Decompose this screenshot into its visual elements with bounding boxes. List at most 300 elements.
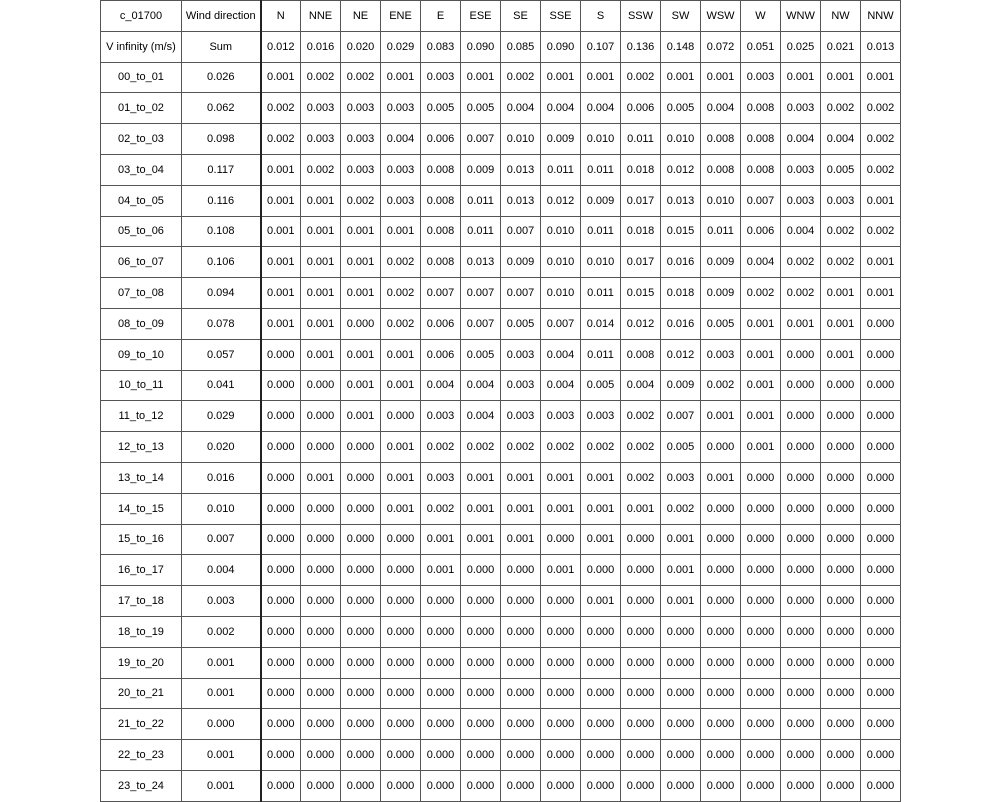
table-cell: 0.000 bbox=[701, 770, 741, 801]
row-sum-cell: 0.116 bbox=[182, 185, 261, 216]
table-cell: 0.000 bbox=[381, 401, 421, 432]
table-cell: 0.003 bbox=[341, 154, 381, 185]
table-cell: 0.004 bbox=[541, 339, 581, 370]
direction-header-cell: ESE bbox=[461, 1, 501, 32]
direction-sum-cell: 0.085 bbox=[501, 31, 541, 62]
table-row bbox=[101, 586, 901, 617]
table-cell: 0.001 bbox=[501, 493, 541, 524]
direction-header-cell: NNE bbox=[301, 1, 341, 32]
table-cell: 0.004 bbox=[741, 247, 781, 278]
table-cell: 0.001 bbox=[381, 216, 421, 247]
table-cell: 0.006 bbox=[621, 93, 661, 124]
table-cell: 0.008 bbox=[421, 154, 461, 185]
direction-header-cell: NE bbox=[341, 1, 381, 32]
table-cell: 0.000 bbox=[381, 524, 421, 555]
speed-bin-label: 13_to_14 bbox=[101, 462, 182, 493]
table-cell: 0.001 bbox=[341, 401, 381, 432]
direction-header-cell: SSE bbox=[541, 1, 581, 32]
table-cell: 0.006 bbox=[741, 216, 781, 247]
speed-header-label: V infinity (m/s) bbox=[101, 31, 182, 62]
speed-bin-label: 11_to_12 bbox=[101, 401, 182, 432]
direction-sum-cell: 0.016 bbox=[301, 31, 341, 62]
table-cell: 0.001 bbox=[781, 308, 821, 339]
table-cell: 0.011 bbox=[581, 216, 621, 247]
table-cell: 0.004 bbox=[461, 401, 501, 432]
table-cell: 0.001 bbox=[581, 493, 621, 524]
direction-sum-cell: 0.025 bbox=[781, 31, 821, 62]
speed-bin-label: 00_to_01 bbox=[101, 62, 182, 93]
table-cell: 0.000 bbox=[581, 678, 621, 709]
table-cell: 0.000 bbox=[261, 586, 301, 617]
table-cell: 0.000 bbox=[781, 740, 821, 771]
table-cell: 0.000 bbox=[501, 678, 541, 709]
table-cell: 0.001 bbox=[661, 586, 701, 617]
table-cell: 0.000 bbox=[741, 647, 781, 678]
table-cell: 0.002 bbox=[381, 308, 421, 339]
table-cell: 0.002 bbox=[821, 247, 861, 278]
table-row bbox=[101, 616, 901, 647]
table-cell: 0.001 bbox=[301, 216, 341, 247]
table-cell: 0.008 bbox=[701, 154, 741, 185]
table-cell: 0.000 bbox=[541, 616, 581, 647]
table-cell: 0.011 bbox=[621, 124, 661, 155]
table-cell: 0.000 bbox=[501, 586, 541, 617]
table-cell: 0.000 bbox=[381, 678, 421, 709]
table-cell: 0.000 bbox=[781, 586, 821, 617]
table-cell: 0.001 bbox=[261, 154, 301, 185]
speed-bin-label: 05_to_06 bbox=[101, 216, 182, 247]
table-cell: 0.007 bbox=[461, 308, 501, 339]
row-sum-cell: 0.041 bbox=[182, 370, 261, 401]
direction-header-cell: E bbox=[421, 1, 461, 32]
table-cell: 0.002 bbox=[781, 247, 821, 278]
row-sum-cell: 0.098 bbox=[182, 124, 261, 155]
table-cell: 0.000 bbox=[341, 462, 381, 493]
table-cell: 0.018 bbox=[621, 216, 661, 247]
direction-sum-cell: 0.029 bbox=[381, 31, 421, 62]
speed-bin-label: 23_to_24 bbox=[101, 770, 182, 801]
table-cell: 0.000 bbox=[861, 462, 901, 493]
table-cell: 0.000 bbox=[861, 586, 901, 617]
table-cell: 0.011 bbox=[581, 154, 621, 185]
table-cell: 0.008 bbox=[741, 124, 781, 155]
table-cell: 0.004 bbox=[781, 124, 821, 155]
table-cell: 0.001 bbox=[261, 62, 301, 93]
table-cell: 0.002 bbox=[381, 278, 421, 309]
table-cell: 0.001 bbox=[261, 278, 301, 309]
table-cell: 0.000 bbox=[821, 462, 861, 493]
table-cell: 0.001 bbox=[581, 586, 621, 617]
table-cell: 0.003 bbox=[501, 339, 541, 370]
table-cell: 0.000 bbox=[661, 678, 701, 709]
table-cell: 0.008 bbox=[701, 124, 741, 155]
table-cell: 0.001 bbox=[741, 308, 781, 339]
sum-label: Sum bbox=[182, 31, 261, 62]
table-cell: 0.002 bbox=[301, 154, 341, 185]
table-cell: 0.000 bbox=[501, 770, 541, 801]
table-cell: 0.005 bbox=[661, 93, 701, 124]
table-cell: 0.001 bbox=[661, 62, 701, 93]
row-sum-cell: 0.029 bbox=[182, 401, 261, 432]
table-cell: 0.010 bbox=[541, 247, 581, 278]
table-cell: 0.003 bbox=[781, 93, 821, 124]
table-row bbox=[101, 740, 901, 771]
table-cell: 0.000 bbox=[701, 432, 741, 463]
table-cell: 0.001 bbox=[701, 401, 741, 432]
table-cell: 0.000 bbox=[341, 432, 381, 463]
table-cell: 0.002 bbox=[781, 278, 821, 309]
row-sum-cell: 0.078 bbox=[182, 308, 261, 339]
table-cell: 0.005 bbox=[581, 370, 621, 401]
direction-header-cell: SW bbox=[661, 1, 701, 32]
table-cell: 0.000 bbox=[381, 740, 421, 771]
direction-sum-cell: 0.013 bbox=[861, 31, 901, 62]
table-cell: 0.003 bbox=[821, 185, 861, 216]
table-cell: 0.001 bbox=[741, 339, 781, 370]
table-cell: 0.006 bbox=[421, 124, 461, 155]
table-cell: 0.000 bbox=[621, 586, 661, 617]
table-cell: 0.000 bbox=[421, 709, 461, 740]
table-cell: 0.001 bbox=[541, 62, 581, 93]
table-cell: 0.000 bbox=[861, 370, 901, 401]
table-cell: 0.006 bbox=[421, 339, 461, 370]
table-row bbox=[101, 154, 901, 185]
speed-bin-label: 12_to_13 bbox=[101, 432, 182, 463]
table-cell: 0.000 bbox=[261, 493, 301, 524]
table-cell: 0.004 bbox=[581, 93, 621, 124]
table-cell: 0.000 bbox=[541, 586, 581, 617]
table-cell: 0.000 bbox=[421, 770, 461, 801]
table-cell: 0.003 bbox=[341, 93, 381, 124]
table-cell: 0.000 bbox=[541, 647, 581, 678]
table-cell: 0.007 bbox=[741, 185, 781, 216]
table-cell: 0.002 bbox=[741, 278, 781, 309]
table-cell: 0.002 bbox=[861, 154, 901, 185]
speed-bin-label: 18_to_19 bbox=[101, 616, 182, 647]
speed-bin-label: 07_to_08 bbox=[101, 278, 182, 309]
table-cell: 0.000 bbox=[781, 370, 821, 401]
table-cell: 0.013 bbox=[461, 247, 501, 278]
table-cell: 0.000 bbox=[341, 555, 381, 586]
table-cell: 0.000 bbox=[861, 339, 901, 370]
table-cell: 0.001 bbox=[261, 216, 301, 247]
table-cell: 0.000 bbox=[701, 740, 741, 771]
corner-label: c_01700 bbox=[101, 1, 182, 32]
table-cell: 0.018 bbox=[661, 278, 701, 309]
table-cell: 0.003 bbox=[341, 124, 381, 155]
direction-header-cell: ENE bbox=[381, 1, 421, 32]
table-cell: 0.000 bbox=[701, 678, 741, 709]
table-cell: 0.000 bbox=[701, 709, 741, 740]
table-cell: 0.003 bbox=[781, 154, 821, 185]
table-cell: 0.007 bbox=[461, 278, 501, 309]
table-cell: 0.000 bbox=[461, 740, 501, 771]
table-cell: 0.008 bbox=[421, 185, 461, 216]
table-cell: 0.002 bbox=[501, 62, 541, 93]
table-cell: 0.001 bbox=[701, 462, 741, 493]
table-cell: 0.000 bbox=[261, 709, 301, 740]
direction-sum-cell: 0.136 bbox=[621, 31, 661, 62]
table-cell: 0.001 bbox=[741, 401, 781, 432]
table-cell: 0.000 bbox=[741, 616, 781, 647]
table-cell: 0.000 bbox=[301, 370, 341, 401]
table-cell: 0.000 bbox=[301, 432, 341, 463]
table-cell: 0.011 bbox=[541, 154, 581, 185]
table-cell: 0.000 bbox=[661, 770, 701, 801]
row-sum-cell: 0.016 bbox=[182, 462, 261, 493]
table-cell: 0.002 bbox=[421, 432, 461, 463]
direction-sum-cell: 0.072 bbox=[701, 31, 741, 62]
table-cell: 0.002 bbox=[421, 493, 461, 524]
table-cell: 0.002 bbox=[861, 216, 901, 247]
table-cell: 0.010 bbox=[541, 278, 581, 309]
table-cell: 0.004 bbox=[421, 370, 461, 401]
table-cell: 0.000 bbox=[861, 678, 901, 709]
table-cell: 0.012 bbox=[621, 308, 661, 339]
table-cell: 0.002 bbox=[501, 432, 541, 463]
table-row bbox=[101, 93, 901, 124]
table-cell: 0.009 bbox=[661, 370, 701, 401]
table-cell: 0.000 bbox=[781, 616, 821, 647]
table-row bbox=[101, 678, 901, 709]
table-cell: 0.000 bbox=[781, 524, 821, 555]
table-cell: 0.000 bbox=[301, 647, 341, 678]
table-cell: 0.005 bbox=[661, 432, 701, 463]
table-cell: 0.000 bbox=[261, 370, 301, 401]
table-cell: 0.001 bbox=[301, 308, 341, 339]
speed-bin-label: 04_to_05 bbox=[101, 185, 182, 216]
table-cell: 0.000 bbox=[301, 524, 341, 555]
direction-header-cell: NNW bbox=[861, 1, 901, 32]
table-row bbox=[101, 493, 901, 524]
table-cell: 0.001 bbox=[301, 339, 341, 370]
table-cell: 0.000 bbox=[821, 647, 861, 678]
table-cell: 0.000 bbox=[741, 709, 781, 740]
table-cell: 0.001 bbox=[381, 432, 421, 463]
table-cell: 0.001 bbox=[461, 493, 501, 524]
table-cell: 0.000 bbox=[261, 616, 301, 647]
table-cell: 0.001 bbox=[541, 493, 581, 524]
table-cell: 0.000 bbox=[341, 678, 381, 709]
table-cell: 0.005 bbox=[701, 308, 741, 339]
table-cell: 0.002 bbox=[661, 493, 701, 524]
table-cell: 0.001 bbox=[621, 493, 661, 524]
table-cell: 0.000 bbox=[701, 493, 741, 524]
table-cell: 0.001 bbox=[541, 555, 581, 586]
table-cell: 0.000 bbox=[421, 740, 461, 771]
table-cell: 0.000 bbox=[461, 770, 501, 801]
table-cell: 0.000 bbox=[781, 432, 821, 463]
table-cell: 0.000 bbox=[581, 555, 621, 586]
direction-sum-cell: 0.090 bbox=[541, 31, 581, 62]
table-cell: 0.002 bbox=[261, 93, 301, 124]
table-cell: 0.009 bbox=[541, 124, 581, 155]
table-cell: 0.002 bbox=[821, 93, 861, 124]
table-cell: 0.005 bbox=[461, 93, 501, 124]
table-cell: 0.000 bbox=[501, 709, 541, 740]
table-cell: 0.010 bbox=[581, 124, 621, 155]
table-cell: 0.002 bbox=[301, 62, 341, 93]
table-cell: 0.000 bbox=[781, 493, 821, 524]
table-cell: 0.018 bbox=[621, 154, 661, 185]
table-cell: 0.003 bbox=[661, 462, 701, 493]
table-cell: 0.000 bbox=[261, 524, 301, 555]
table-cell: 0.016 bbox=[661, 308, 701, 339]
table-cell: 0.001 bbox=[541, 462, 581, 493]
table-cell: 0.001 bbox=[741, 370, 781, 401]
direction-header-cell: NW bbox=[821, 1, 861, 32]
table-cell: 0.000 bbox=[461, 586, 501, 617]
direction-header-cell: S bbox=[581, 1, 621, 32]
table-cell: 0.000 bbox=[461, 709, 501, 740]
table-cell: 0.000 bbox=[541, 678, 581, 709]
table-cell: 0.000 bbox=[781, 647, 821, 678]
table-cell: 0.000 bbox=[421, 647, 461, 678]
table-row bbox=[101, 770, 901, 801]
table-cell: 0.003 bbox=[701, 339, 741, 370]
table-cell: 0.000 bbox=[821, 709, 861, 740]
table-cell: 0.001 bbox=[821, 278, 861, 309]
table-cell: 0.001 bbox=[661, 524, 701, 555]
table-row bbox=[101, 124, 901, 155]
table-cell: 0.000 bbox=[861, 308, 901, 339]
table-row bbox=[101, 278, 901, 309]
table-cell: 0.000 bbox=[581, 770, 621, 801]
row-sum-cell: 0.007 bbox=[182, 524, 261, 555]
table-cell: 0.000 bbox=[821, 586, 861, 617]
table-cell: 0.000 bbox=[261, 462, 301, 493]
table-cell: 0.000 bbox=[261, 740, 301, 771]
table-cell: 0.002 bbox=[541, 432, 581, 463]
table-cell: 0.001 bbox=[581, 524, 621, 555]
table-cell: 0.010 bbox=[661, 124, 701, 155]
table-cell: 0.007 bbox=[501, 216, 541, 247]
table-cell: 0.000 bbox=[341, 616, 381, 647]
table-cell: 0.007 bbox=[421, 278, 461, 309]
table-cell: 0.001 bbox=[261, 308, 301, 339]
speed-bin-label: 06_to_07 bbox=[101, 247, 182, 278]
table-cell: 0.000 bbox=[301, 616, 341, 647]
table-cell: 0.007 bbox=[461, 124, 501, 155]
table-cell: 0.004 bbox=[621, 370, 661, 401]
table-cell: 0.000 bbox=[301, 709, 341, 740]
table-cell: 0.001 bbox=[421, 555, 461, 586]
table-cell: 0.000 bbox=[741, 586, 781, 617]
table-cell: 0.000 bbox=[781, 678, 821, 709]
table-cell: 0.001 bbox=[301, 278, 341, 309]
table-cell: 0.002 bbox=[861, 93, 901, 124]
table-cell: 0.008 bbox=[741, 93, 781, 124]
table-cell: 0.000 bbox=[501, 647, 541, 678]
table-cell: 0.004 bbox=[701, 93, 741, 124]
table-cell: 0.000 bbox=[581, 647, 621, 678]
table-cell: 0.000 bbox=[381, 616, 421, 647]
table-cell: 0.000 bbox=[821, 432, 861, 463]
table-cell: 0.001 bbox=[341, 339, 381, 370]
table-cell: 0.000 bbox=[701, 524, 741, 555]
speed-bin-label: 21_to_22 bbox=[101, 709, 182, 740]
table-cell: 0.003 bbox=[501, 370, 541, 401]
table-cell: 0.001 bbox=[861, 278, 901, 309]
table-cell: 0.000 bbox=[701, 586, 741, 617]
direction-header-cell: N bbox=[261, 1, 301, 32]
table-cell: 0.001 bbox=[301, 247, 341, 278]
table-cell: 0.000 bbox=[541, 709, 581, 740]
table-cell: 0.001 bbox=[261, 185, 301, 216]
table-cell: 0.000 bbox=[821, 370, 861, 401]
table-cell: 0.003 bbox=[781, 185, 821, 216]
table-cell: 0.002 bbox=[701, 370, 741, 401]
table-row bbox=[101, 216, 901, 247]
table-row bbox=[101, 647, 901, 678]
table-cell: 0.000 bbox=[861, 709, 901, 740]
table-cell: 0.000 bbox=[701, 555, 741, 586]
table-cell: 0.000 bbox=[501, 616, 541, 647]
table-cell: 0.000 bbox=[861, 493, 901, 524]
table-cell: 0.000 bbox=[621, 555, 661, 586]
table-cell: 0.000 bbox=[261, 432, 301, 463]
table-cell: 0.000 bbox=[341, 586, 381, 617]
table-cell: 0.000 bbox=[381, 770, 421, 801]
table-cell: 0.015 bbox=[661, 216, 701, 247]
table-cell: 0.000 bbox=[661, 740, 701, 771]
direction-header-cell: W bbox=[741, 1, 781, 32]
direction-sum-cell: 0.148 bbox=[661, 31, 701, 62]
table-cell: 0.001 bbox=[381, 339, 421, 370]
row-sum-cell: 0.004 bbox=[182, 555, 261, 586]
table-cell: 0.000 bbox=[821, 616, 861, 647]
table-row bbox=[101, 339, 901, 370]
table-cell: 0.000 bbox=[741, 770, 781, 801]
table-cell: 0.001 bbox=[461, 462, 501, 493]
table-cell: 0.002 bbox=[621, 401, 661, 432]
row-sum-cell: 0.108 bbox=[182, 216, 261, 247]
table-cell: 0.007 bbox=[541, 308, 581, 339]
table-cell: 0.013 bbox=[501, 154, 541, 185]
table-cell: 0.001 bbox=[381, 62, 421, 93]
table-cell: 0.004 bbox=[381, 124, 421, 155]
table-cell: 0.000 bbox=[301, 770, 341, 801]
table-row bbox=[101, 401, 901, 432]
table-cell: 0.003 bbox=[301, 124, 341, 155]
table-cell: 0.014 bbox=[581, 308, 621, 339]
table-cell: 0.001 bbox=[581, 462, 621, 493]
table-cell: 0.017 bbox=[621, 247, 661, 278]
row-sum-cell: 0.001 bbox=[182, 740, 261, 771]
speed-bin-label: 14_to_15 bbox=[101, 493, 182, 524]
table-cell: 0.000 bbox=[301, 740, 341, 771]
wind-frequency-table bbox=[100, 0, 901, 802]
table-cell: 0.001 bbox=[341, 247, 381, 278]
table-cell: 0.000 bbox=[541, 740, 581, 771]
table-row bbox=[101, 524, 901, 555]
table-cell: 0.011 bbox=[581, 278, 621, 309]
speed-bin-label: 15_to_16 bbox=[101, 524, 182, 555]
table-cell: 0.010 bbox=[581, 247, 621, 278]
table-cell: 0.011 bbox=[581, 339, 621, 370]
table-cell: 0.000 bbox=[541, 524, 581, 555]
row-sum-cell: 0.094 bbox=[182, 278, 261, 309]
table-cell: 0.003 bbox=[381, 154, 421, 185]
row-sum-cell: 0.001 bbox=[182, 647, 261, 678]
table-cell: 0.003 bbox=[421, 462, 461, 493]
table-cell: 0.000 bbox=[741, 555, 781, 586]
table-cell: 0.000 bbox=[421, 678, 461, 709]
table-cell: 0.005 bbox=[461, 339, 501, 370]
table-cell: 0.009 bbox=[701, 278, 741, 309]
row-sum-cell: 0.010 bbox=[182, 493, 261, 524]
direction-sum-cell: 0.051 bbox=[741, 31, 781, 62]
